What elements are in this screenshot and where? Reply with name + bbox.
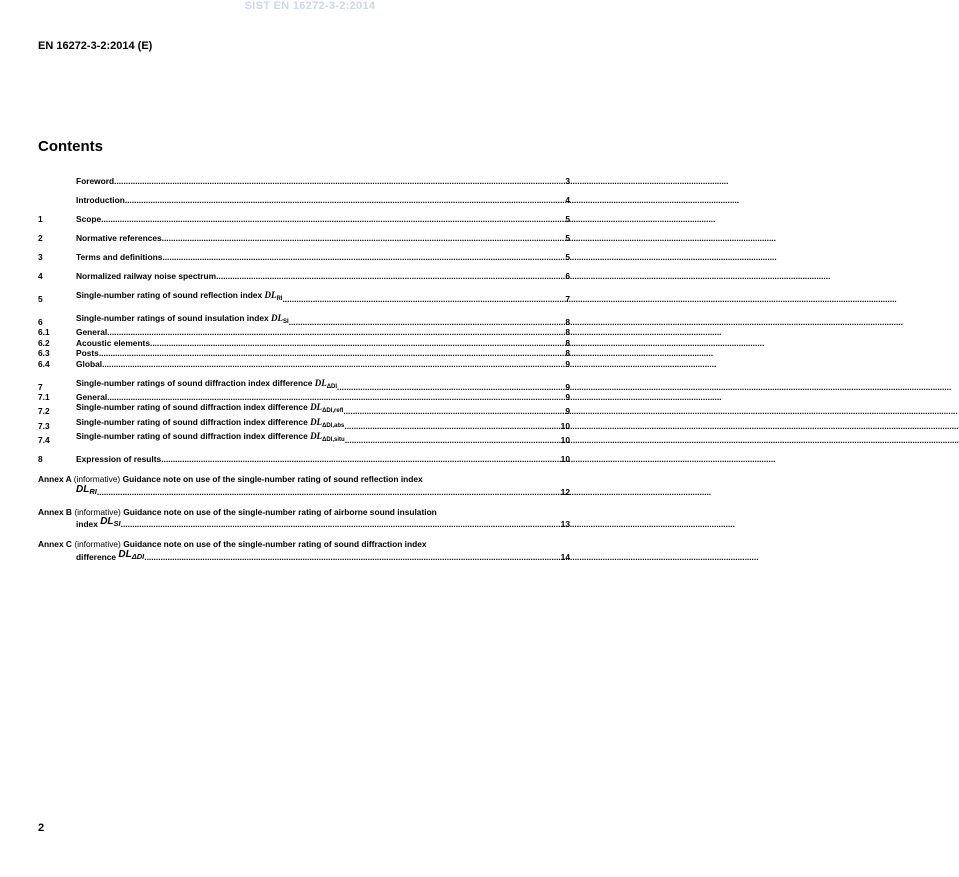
- toc-entry-page: 3: [565, 176, 570, 186]
- toc-entry-page: 10: [560, 435, 570, 446]
- toc-entry-title-text: Single-number rating of sound diffraction index difference: [76, 431, 308, 442]
- toc-entry-page: 8: [565, 337, 570, 348]
- annex-title-continuation: index: [76, 519, 101, 530]
- toc-entry-title: [76, 378, 337, 392]
- annex-dot-leader: [144, 552, 560, 563]
- toc-entry-title-text: Acoustic elements: [76, 337, 151, 348]
- toc-entry-page: 5: [565, 233, 570, 243]
- annex-entry-line2: [38, 485, 570, 498]
- toc-entry-number: 2: [38, 233, 43, 243]
- toc-entry-number: 6.2: [38, 337, 50, 348]
- toc-entry-title-text: Single-number rating of sound reflection index: [76, 290, 263, 300]
- annex-symbol-subscript: SI: [113, 519, 121, 529]
- toc-entry-title: [76, 252, 162, 262]
- annex-label: Annex A: [38, 474, 72, 485]
- toc-entry[interactable]: [38, 348, 570, 358]
- toc-entry-page: 5: [565, 214, 570, 224]
- toc-entry-title-text: Single-number rating of sound diffraction index difference: [76, 416, 308, 427]
- toc-entry-page: 8: [565, 348, 570, 359]
- toc-entry-symbol: DL: [270, 313, 283, 323]
- toc-entry-number: 7.1: [38, 392, 50, 403]
- annex-entry[interactable]: [38, 507, 570, 530]
- annex-symbol: [76, 485, 97, 498]
- annex-type: (informative): [73, 474, 121, 485]
- page-number: 2: [38, 822, 45, 834]
- toc-entry[interactable]: [38, 252, 570, 262]
- toc-entry-page: 8: [565, 317, 570, 327]
- toc-entry-page: 6: [565, 271, 570, 281]
- toc-entry[interactable]: [38, 431, 570, 445]
- toc-entry-number: 6: [38, 317, 43, 327]
- toc-entry-page: 10: [560, 420, 570, 431]
- toc-entry-number: 6.3: [38, 348, 50, 359]
- annex-symbol-text: DL: [100, 516, 114, 528]
- toc-entry[interactable]: [38, 454, 570, 464]
- toc-spacer: [38, 224, 570, 233]
- toc-dot-leader: [102, 359, 565, 369]
- annex-entry-line1: [38, 507, 570, 518]
- toc-spacer: [38, 281, 570, 290]
- toc-entry-title: [76, 290, 282, 304]
- toc-dot-leader: [162, 252, 565, 262]
- toc-entry-title-text: Single-number ratings of sound insulation index: [76, 313, 269, 323]
- toc-dot-leader: [162, 233, 566, 243]
- annex-entry[interactable]: [38, 474, 570, 497]
- toc-entry-number: 7.2: [38, 406, 50, 417]
- toc-entry-number: 5: [38, 294, 43, 304]
- toc-entry-page: 9: [565, 381, 570, 392]
- toc-dot-leader: [107, 392, 565, 402]
- toc-entry-title-text: Single-number rating of sound diffraction index difference: [76, 402, 308, 413]
- toc-entry-title-text: General: [76, 327, 108, 338]
- toc-entry-number: 6.1: [38, 327, 50, 338]
- annex-dot-leader: [97, 487, 561, 498]
- toc-entry[interactable]: [38, 313, 570, 327]
- toc-entry[interactable]: [38, 214, 570, 224]
- toc-entry-number: 4: [38, 271, 43, 281]
- annex-page: 13: [560, 519, 570, 530]
- toc-dot-leader: [337, 382, 565, 392]
- toc-entry-symbol-subscript: SI: [282, 319, 289, 325]
- toc-entry-symbol-subscript: ΔDI,abs: [322, 422, 345, 429]
- toc-entry[interactable]: [38, 417, 570, 431]
- toc-entry-title-text: Posts: [76, 348, 99, 359]
- annex-type: (informative): [74, 539, 121, 550]
- toc-dot-leader: [107, 327, 565, 337]
- toc-entry-title: [76, 402, 343, 416]
- annex-entry-line2: [38, 517, 570, 530]
- annex-entry-line2: [38, 550, 570, 563]
- toc-entry[interactable]: [38, 392, 570, 402]
- toc-entry-title: [76, 392, 107, 402]
- toc-entry-page: 5: [565, 252, 570, 262]
- toc-entry[interactable]: [38, 338, 570, 348]
- annex-symbol-text: DL: [76, 483, 90, 495]
- toc-entry-symbol-subscript: ΔDI,refl: [322, 408, 344, 415]
- toc-entry-symbol: DL: [310, 402, 323, 413]
- toc-entry-page: 10: [560, 454, 570, 465]
- toc-entry[interactable]: [38, 378, 570, 392]
- toc-spacer: [38, 369, 570, 378]
- annex-page: 12: [560, 486, 570, 497]
- toc-entry-title-text: Normative references: [76, 233, 162, 243]
- toc-entry-title-text: Terms and definitions: [76, 252, 163, 262]
- toc-entry-number: 3: [38, 252, 43, 262]
- toc-entry-number: 7.4: [38, 435, 50, 446]
- toc-entry-title-text: Global: [76, 358, 103, 369]
- toc-dot-leader: [114, 176, 565, 186]
- annex-entry[interactable]: [38, 539, 570, 562]
- toc-entry-title: [76, 454, 161, 464]
- toc-entry-title: [76, 233, 162, 243]
- toc-entry-title-text: Normalized railway noise spectrum: [76, 271, 217, 281]
- toc-entry-title-text: General: [76, 392, 108, 403]
- toc-dot-leader: [99, 348, 566, 358]
- toc-entry-number: 6.4: [38, 358, 50, 369]
- toc-dot-leader: [125, 195, 565, 205]
- toc-entry-page: 4: [565, 195, 570, 205]
- annex-title: Guidance note on use of the single-number rating of airborne sound insulation: [123, 506, 437, 517]
- toc-entry-title-text: Scope: [76, 214, 102, 224]
- annex-entry-line1: [38, 474, 570, 485]
- toc-entry-symbol: DL: [310, 416, 323, 427]
- toc-entry-title-text: Expression of results: [76, 454, 162, 465]
- toc-entry-symbol: DL: [264, 290, 277, 300]
- toc-entry-title: [76, 431, 345, 445]
- annex-symbol-subscript: RI: [89, 486, 97, 496]
- toc-entry[interactable]: [38, 290, 570, 304]
- toc-entry[interactable]: [38, 327, 570, 337]
- toc-spacer: [38, 304, 570, 313]
- toc-entry-number: 7.3: [38, 420, 50, 431]
- toc-entry-title-text: Introduction: [76, 195, 125, 205]
- toc-dot-leader: [289, 317, 566, 327]
- toc-entry-title: [76, 176, 114, 186]
- annex-title-continuation: difference: [76, 551, 119, 562]
- toc-entry-symbol: DL: [310, 431, 323, 442]
- toc-entry[interactable]: [38, 176, 570, 186]
- toc-entry-title: [76, 327, 107, 337]
- toc-entry-symbol-subscript: RI: [276, 296, 283, 302]
- toc-dot-leader: [161, 454, 560, 464]
- toc-entry-title-text: Foreword: [76, 176, 115, 186]
- toc-entry-title: [76, 214, 101, 224]
- toc-entry-page: 9: [565, 392, 570, 403]
- toc-entry-symbol: DL: [314, 377, 327, 388]
- toc-entry-page: 7: [565, 294, 570, 304]
- toc-entry-page: 9: [565, 358, 570, 369]
- toc-spacer: [38, 446, 570, 455]
- toc-entry-title: [76, 271, 216, 281]
- toc-entry-title: [76, 338, 150, 348]
- toc-entry[interactable]: [38, 359, 570, 369]
- annex-spacer: [38, 530, 570, 539]
- annex-dot-leader: [121, 519, 561, 530]
- toc-entry[interactable]: [38, 233, 570, 243]
- toc-dot-leader: [216, 271, 565, 281]
- toc-entry[interactable]: [38, 271, 570, 281]
- annex-symbol-text: DL: [118, 548, 132, 560]
- toc-entry-symbol-subscript: ΔDI,situ: [322, 437, 345, 444]
- toc-entry-number: 8: [38, 454, 43, 465]
- toc-spacer: [38, 243, 570, 252]
- annex-symbol-subscript: ΔDI: [131, 551, 145, 561]
- toc-entry-page: 9: [565, 406, 570, 417]
- annex-spacer: [38, 497, 570, 506]
- table-of-contents: [38, 176, 570, 562]
- annex-symbol: [100, 517, 120, 530]
- watermark: SIST EN 16272-3-2:2014: [244, 0, 376, 12]
- annex-title: Guidance note on use of the single-number rating of sound diffraction index: [123, 539, 427, 550]
- annex-label: Annex C: [38, 539, 72, 550]
- toc-entry-title: [76, 195, 125, 205]
- toc-entry[interactable]: [38, 195, 570, 205]
- toc-dot-leader: [344, 421, 560, 431]
- toc-spacer: [38, 186, 570, 195]
- annex-symbol: [118, 550, 144, 563]
- toc-entry-title: [76, 417, 344, 431]
- toc-spacer: [38, 262, 570, 271]
- toc-dot-leader: [345, 435, 561, 445]
- toc-entry[interactable]: [38, 402, 570, 416]
- toc-dot-leader: [150, 338, 565, 348]
- toc-dot-leader: [282, 294, 565, 304]
- annex-label: Annex B: [38, 506, 72, 517]
- toc-dot-leader: [343, 406, 565, 416]
- toc-entry-title: [76, 359, 102, 369]
- annex-type: (informative): [74, 506, 121, 517]
- annex-page: 14: [560, 551, 570, 562]
- toc-entry-number: 1: [38, 214, 43, 224]
- toc-entry-title: [76, 348, 99, 358]
- toc-entry-symbol-subscript: ΔDI: [326, 383, 338, 390]
- toc-entry-title: [76, 313, 289, 327]
- document-id: EN 16272-3-2:2014 (E): [38, 40, 153, 52]
- toc-spacer: [38, 205, 570, 214]
- toc-entry-title-text: Single-number ratings of sound diffraction index difference: [76, 377, 313, 388]
- toc-entry-page: 8: [565, 327, 570, 338]
- contents-heading: Contents: [38, 138, 103, 155]
- annex-title: Guidance note on use of the single-number rating of sound reflection index: [122, 474, 423, 485]
- toc-dot-leader: [101, 214, 565, 224]
- toc-entry-number: 7: [38, 381, 43, 392]
